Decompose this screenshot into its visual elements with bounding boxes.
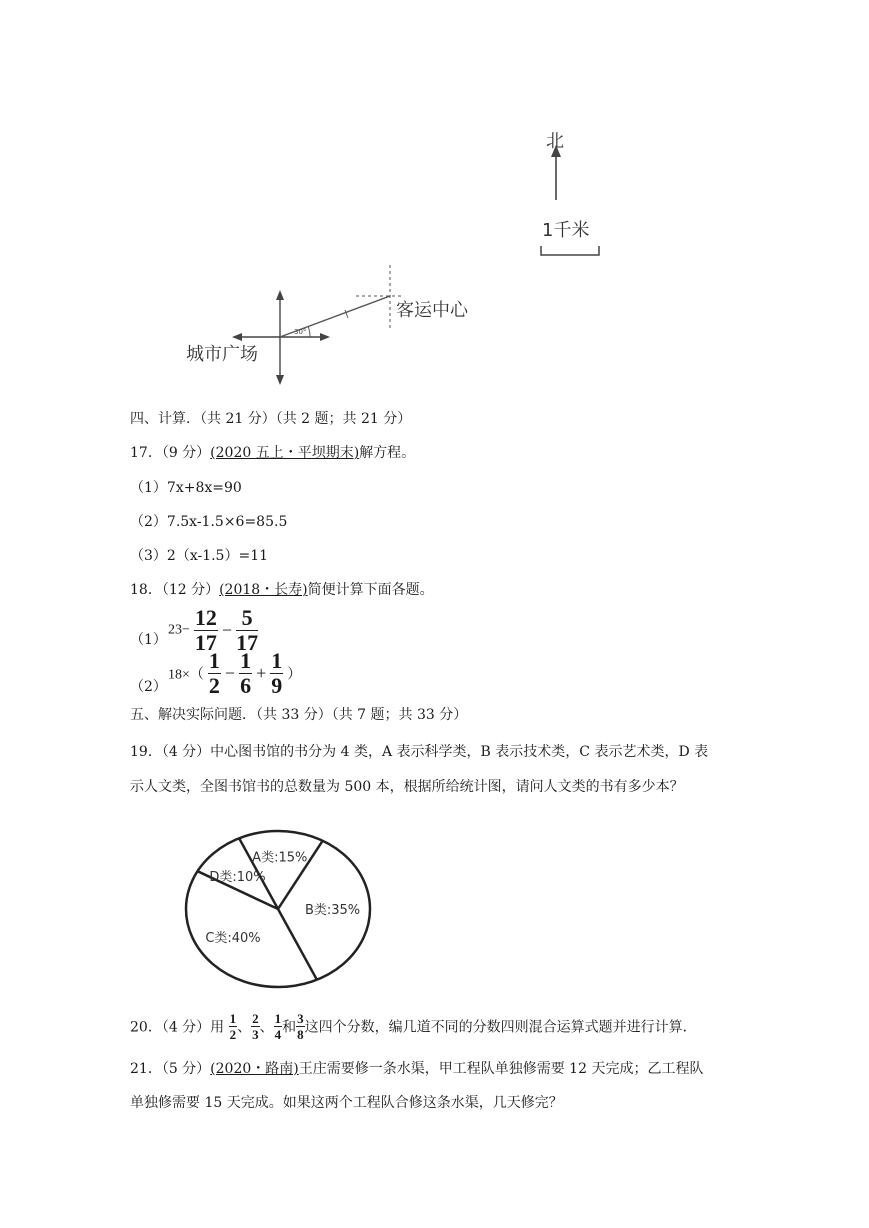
pie-slice-label: A类:15% — [252, 850, 308, 866]
separator: 和 — [282, 1019, 297, 1036]
fraction: $\frac{1}{2}$ — [208, 648, 220, 698]
fraction: $\frac{1}{9}$ — [271, 648, 283, 698]
q18-text: 简便计算下面各题。 — [307, 582, 434, 598]
pie-slice-label: B类:35% — [304, 902, 361, 918]
q20-text: 这四个分数，编几道不同的分数四则混合运算式题并进行计算． — [304, 1019, 697, 1036]
left-east-arrowhead — [320, 333, 330, 341]
q21-prefix: 21．（5 分） — [130, 1061, 211, 1077]
q20-line — [130, 1012, 697, 1041]
q18-line — [130, 579, 434, 599]
q21-line-2: 单独修需要 15 天完成。如果这两个工程队合修这条水渠，几天修完？ — [130, 1095, 563, 1111]
pie-slice-label: D类:10% — [209, 870, 266, 886]
q18-item-2-label: （2） — [130, 679, 167, 695]
q18-item-1-expr — [168, 607, 258, 654]
left-place-label: 城市广场 — [186, 344, 258, 365]
q17-item-2: （2）7.5x-1.5×6=85.5 — [130, 514, 288, 530]
operator: + — [256, 663, 267, 683]
q17-prefix: 17．（9 分） — [130, 445, 211, 461]
map-figure — [170, 125, 640, 390]
left-up-arrowhead — [276, 290, 284, 300]
q17-item-3: （3）2（x-1.5）=11 — [130, 548, 269, 564]
section4-heading: 四、计算．（共 21 分）（共 2 题；共 21 分） — [130, 411, 412, 427]
fraction: $\frac{3}{8}$ — [297, 1011, 304, 1042]
fraction: $\frac{12}{17}$ — [194, 605, 217, 655]
q18-item-1-label: （1） — [130, 632, 167, 648]
operator: − — [221, 620, 233, 640]
q21-line-1 — [130, 1058, 703, 1078]
q17-source: (2020 五上・平坝期末) — [210, 445, 360, 461]
pie-slice-label: C类:40% — [205, 930, 261, 946]
fraction: $\frac{1}{4}$ — [274, 1011, 282, 1042]
q19-line-1: 19．（4 分）中心图书馆的书分为 4 类，A 表示科学类，B 表示技术类，C 表示艺术类，D 表 — [130, 744, 709, 760]
q21-line1-rest: 王庄需要修一条水渠，甲工程队单独修需要 12 天完成；乙工程队 — [298, 1061, 704, 1077]
q18-item-2-expr — [168, 650, 301, 697]
angle-label: 30° — [294, 328, 307, 336]
separator: 、 — [259, 1019, 274, 1036]
right-place-label: 客运中心 — [396, 300, 468, 321]
section5-heading: 五、解决实际问题．（共 33 分）（共 7 题；共 33 分） — [130, 707, 468, 723]
q18-source: (2018・长寿) — [219, 582, 308, 598]
pie-chart — [180, 825, 380, 995]
scale-label: 1千米 — [542, 220, 590, 241]
north-label: 北 — [546, 131, 564, 152]
q18-item-2-tail: ） — [287, 667, 302, 683]
q19-line-2: 示人文类，全图书馆书的总数量为 500 本，根据所给统计图，请问人文类的书有多少本？ — [130, 779, 684, 795]
angle-arc — [308, 326, 310, 337]
fraction: $\frac{2}{3}$ — [252, 1011, 259, 1042]
scale-bar — [541, 246, 599, 255]
q18-prefix: 18．（12 分） — [130, 582, 220, 598]
q17-item-1: （1）7x+8x=90 — [130, 480, 242, 496]
left-west-arrowhead — [232, 333, 242, 341]
q20-prefix: 20．（4 分）用 — [130, 1019, 225, 1036]
q21-source: (2020・路南) — [210, 1061, 299, 1077]
fraction: $\frac{5}{17}$ — [236, 605, 259, 655]
left-down-arrowhead — [276, 375, 284, 385]
q17-line — [130, 442, 415, 462]
q17-text: 解方程。 — [359, 445, 416, 461]
fraction: $\frac{1}{6}$ — [240, 648, 252, 698]
separator: 、 — [237, 1019, 252, 1036]
q18-item-2-lead: 18×（ — [168, 667, 204, 683]
operator: − — [224, 663, 236, 683]
q18-item-1-lead: 23− — [168, 622, 190, 638]
fraction: $\frac{1}{2}$ — [229, 1011, 237, 1042]
